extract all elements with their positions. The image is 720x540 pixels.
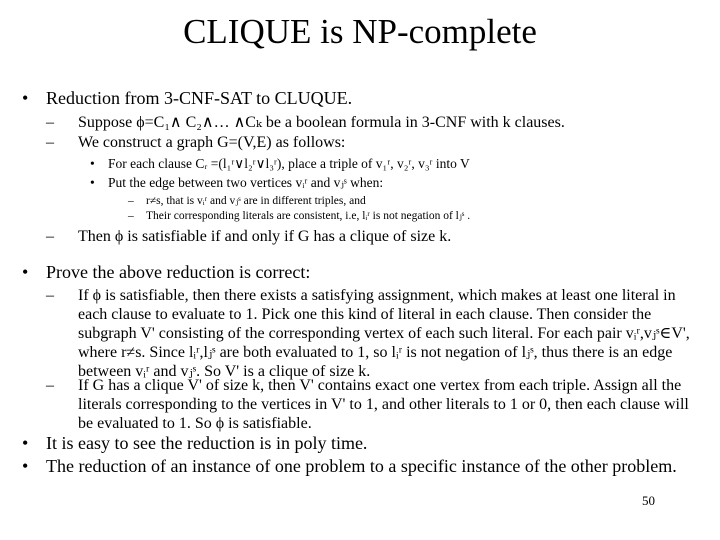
dash-marker: –: [46, 377, 54, 394]
page-number: 50: [642, 493, 655, 508]
dash-marker: –: [46, 228, 54, 245]
sub-suppose: Suppose ϕ=C₁∧ C₂∧… ∧Cₖ be a boolean formula in 3-CNF with k clauses.: [78, 114, 565, 131]
edge-condition-consistent: Their corresponding literals are consistent, i.e, lᵢʳ is not negation of lⱼˢ .: [146, 210, 471, 222]
bullet-marker: •: [90, 156, 95, 171]
sub-if-satisfiable: If ϕ is satisfiable, then there exists a satisfying assignment, which makes at least one literal in each clause to evaluate to 1. Pick one this kind of literal in each clause. Then consider the subgraph V' consisting of the corresponding vertex of each such literal. For each pair vᵢʳ,vⱼˢ∈V', where r≠s. Since lᵢʳ,lⱼˢ are both evaluated to 1, so lᵢʳ is not negation of lⱼˢ, thus there is an edge between vᵢʳ and vⱼˢ. So V' is a clique of size k.: [78, 287, 690, 380]
sub-if-clique: If G has a clique V' of size k, then V' contains exact one vertex from each triple. Assign all the literals corresponding to the vertices in V' to 1, and other literals to 1 or 0, then each clause will be evaluated to 1. So ϕ is satisfiable.: [78, 377, 689, 432]
sub-iff-statement: Then ϕ is satisfiable if and only if G has a clique of size k.: [78, 228, 452, 245]
bullet-instance-reduction: The reduction of an instance of one problem to a specific instance of the other problem.: [46, 456, 677, 476]
dash-marker: –: [128, 210, 134, 222]
dash-marker: –: [46, 287, 54, 304]
edge-condition-different-triples: r≠s, that is vᵢʳ and vⱼˢ are in different triples, and: [146, 195, 366, 207]
dash-marker: –: [46, 114, 54, 131]
subsub-clause-triple: For each clause Cᵣ =(l₁ʳ∨l₂ʳ∨l₃ʳ), place a triple of v₁ʳ, v₂ʳ, v₃ʳ into V: [108, 156, 470, 171]
dash-marker: –: [46, 134, 54, 151]
bullet-marker: •: [22, 88, 29, 108]
bullet-marker: •: [90, 175, 95, 190]
bullet-poly-time: It is easy to see the reduction is in poly time.: [46, 433, 368, 453]
dash-marker: –: [128, 195, 134, 207]
bullet-prove-correct: Prove the above reduction is correct:: [46, 262, 311, 282]
slide-title: CLIQUE is NP-complete: [183, 12, 537, 51]
bullet-marker: •: [22, 433, 29, 453]
sub-construct: We construct a graph G=(V,E) as follows:: [78, 134, 346, 151]
bullet-marker: •: [22, 262, 29, 282]
bullet-marker: •: [22, 456, 29, 476]
subsub-edge-rule: Put the edge between two vertices vᵢʳ and vⱼˢ when:: [108, 175, 384, 190]
bullet-reduction: Reduction from 3-CNF-SAT to CLUQUE.: [46, 88, 353, 108]
